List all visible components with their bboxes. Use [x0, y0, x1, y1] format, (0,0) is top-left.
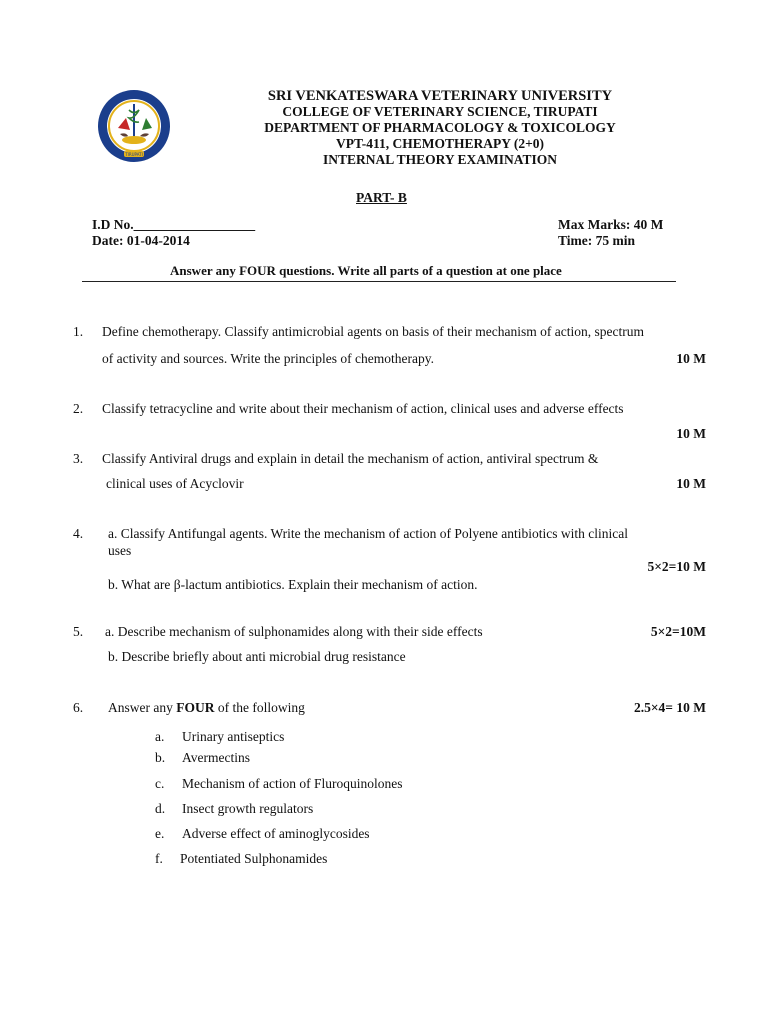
sub-item-letter: b.	[155, 750, 166, 765]
question-2-marks: 10 M	[676, 426, 706, 441]
department-name: DEPARTMENT OF PHARMACOLOGY & TOXICOLOGY	[264, 120, 616, 135]
course-title: VPT-411, CHEMOTHERAPY (2+0)	[335, 136, 545, 151]
question-4-number: 4.	[73, 526, 84, 541]
sub-item-text: Insect growth regulators	[182, 801, 314, 816]
question-6-bold: FOUR	[176, 700, 215, 715]
sub-item-text: Potentiated Sulphonamides	[180, 851, 328, 866]
question-6-number: 6.	[73, 700, 84, 715]
university-seal-logo	[96, 88, 172, 164]
question-1-line-2: of activity and sources. Write the principles of chemotherapy.	[102, 351, 434, 366]
sub-item-letter: c.	[155, 776, 165, 791]
exam-title: INTERNAL THEORY EXAMINATION	[322, 152, 558, 167]
question-6-post: of the following	[214, 700, 305, 715]
question-5-marks: 5×2=10M	[650, 624, 706, 639]
question-3-marks: 10 M	[676, 476, 706, 491]
exam-time: Time: 75 min	[558, 233, 635, 248]
question-5-number: 5.	[73, 624, 84, 639]
sub-item-letter: e.	[155, 826, 165, 841]
sub-item-text: Avermectins	[182, 750, 250, 765]
question-2-number: 2.	[73, 401, 84, 416]
sub-item-letter: f.	[155, 851, 163, 866]
sub-item-letter: d.	[155, 801, 166, 816]
question-4-marks: 5×2=10 M	[647, 559, 706, 574]
question-4-line-2: uses	[108, 543, 132, 558]
question-3-line-2: clinical uses of Acyclovir	[106, 476, 244, 491]
question-2-line-1: Classify tetracycline and write about their mechanism of action, clinical uses and adverse effects	[102, 401, 624, 416]
instruction-text: Answer any FOUR questions. Write all parts of a question at one place	[170, 263, 562, 278]
question-3-number: 3.	[73, 451, 84, 466]
question-5-line-1: a. Describe mechanism of sulphonamides along with their side effects	[105, 624, 483, 639]
svg-text:TIRUPATI: TIRUPATI	[125, 152, 143, 157]
question-4-line-3: b. What are β-lactum antibiotics. Explain their mechanism of action.	[108, 577, 478, 592]
question-4-line-1: a. Classify Antifungal agents. Write the mechanism of action of Polyene antibiotics with clinical	[108, 526, 628, 541]
divider-line	[82, 281, 676, 282]
part-label: PART- B	[356, 190, 407, 205]
question-1-marks: 10 M	[676, 351, 706, 366]
sub-item-text: Adverse effect of aminoglycosides	[182, 826, 370, 841]
max-marks: Max Marks: 40 M	[558, 217, 664, 232]
college-name: COLLEGE OF VETERINARY SCIENCE, TIRUPATI	[282, 104, 598, 119]
id-number-field: I.D No.__________________	[92, 217, 256, 232]
question-1-number: 1.	[73, 324, 84, 339]
sub-item-text: Mechanism of action of Fluroquinolones	[182, 776, 403, 791]
sub-item-text: Urinary antiseptics	[182, 729, 285, 744]
exam-date: Date: 01-04-2014	[92, 233, 190, 248]
question-1-line-1: Define chemotherapy. Classify antimicrobial agents on basis of their mechanism of action, spectrum	[102, 324, 644, 339]
sub-item-letter: a.	[155, 729, 165, 744]
question-6-line-1	[108, 700, 305, 716]
question-3-line-1: Classify Antiviral drugs and explain in detail the mechanism of action, antiviral spectrum &	[102, 451, 599, 466]
university-name: SRI VENKATESWARA VETERINARY UNIVERSITY	[267, 88, 613, 104]
question-6-marks: 2.5×4= 10 M	[633, 700, 706, 715]
question-5-line-2: b. Describe briefly about anti microbial drug resistance	[108, 649, 406, 664]
question-6-pre: Answer any	[108, 700, 177, 715]
